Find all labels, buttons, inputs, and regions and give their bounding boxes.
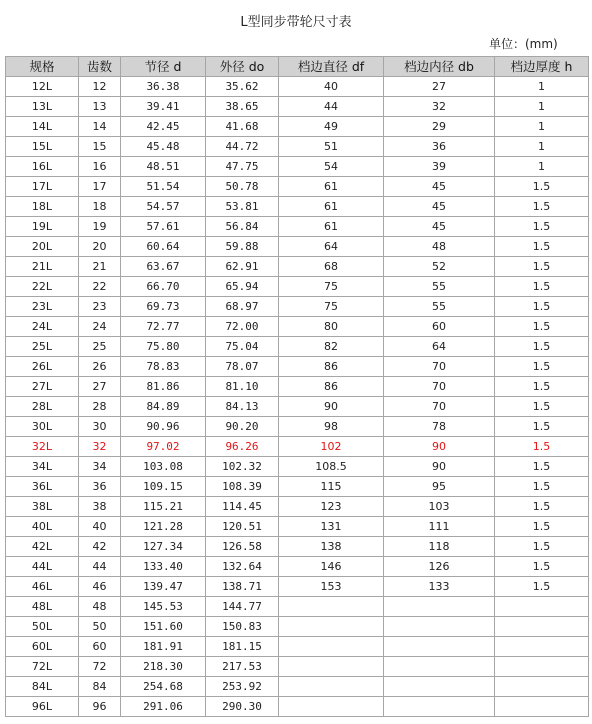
table-row [6, 697, 589, 717]
table-row [6, 557, 589, 577]
cell-flange-diameter: 115 [279, 477, 384, 497]
cell-spec: 22L [6, 277, 79, 297]
cell-flange-thickness: 1.5 [495, 237, 589, 257]
table-row [6, 657, 589, 677]
header-outer-diameter: 外径 do [206, 57, 279, 77]
cell-pitch-diameter: 66.70 [121, 277, 206, 297]
cell-flange-inner-diameter [384, 597, 495, 617]
cell-flange-thickness: 1.5 [495, 437, 589, 457]
cell-flange-diameter: 108.5 [279, 457, 384, 477]
cell-pitch-diameter: 60.64 [121, 237, 206, 257]
cell-pitch-diameter: 45.48 [121, 137, 206, 157]
cell-flange-thickness: 1 [495, 97, 589, 117]
cell-flange-diameter [279, 677, 384, 697]
cell-flange-inner-diameter [384, 617, 495, 637]
cell-pitch-diameter: 39.41 [121, 97, 206, 117]
cell-pitch-diameter: 97.02 [121, 437, 206, 457]
cell-spec: 30L [6, 417, 79, 437]
unit-label: 单位：(mm) [489, 37, 558, 51]
cell-flange-inner-diameter: 70 [384, 357, 495, 377]
cell-outer-diameter: 102.32 [206, 457, 279, 477]
cell-flange-diameter: 64 [279, 237, 384, 257]
cell-flange-inner-diameter: 55 [384, 297, 495, 317]
cell-flange-inner-diameter: 90 [384, 437, 495, 457]
table-row [6, 177, 589, 197]
table-row [6, 317, 589, 337]
cell-flange-thickness: 1.5 [495, 577, 589, 597]
cell-flange-thickness [495, 637, 589, 657]
cell-spec: 84L [6, 677, 79, 697]
cell-outer-diameter: 47.75 [206, 157, 279, 177]
cell-flange-inner-diameter [384, 697, 495, 717]
table-row [6, 617, 589, 637]
header-spec: 规格 [6, 57, 79, 77]
table-row [6, 477, 589, 497]
cell-teeth: 19 [79, 217, 121, 237]
cell-flange-inner-diameter: 45 [384, 197, 495, 217]
cell-flange-thickness [495, 697, 589, 717]
cell-outer-diameter: 50.78 [206, 177, 279, 197]
header-teeth: 齿数 [79, 57, 121, 77]
cell-teeth: 15 [79, 137, 121, 157]
cell-pitch-diameter: 57.61 [121, 217, 206, 237]
cell-teeth: 50 [79, 617, 121, 637]
cell-outer-diameter: 41.68 [206, 117, 279, 137]
cell-flange-thickness: 1.5 [495, 397, 589, 417]
cell-flange-inner-diameter: 60 [384, 317, 495, 337]
cell-outer-diameter: 132.64 [206, 557, 279, 577]
cell-flange-thickness: 1.5 [495, 197, 589, 217]
cell-flange-inner-diameter: 64 [384, 337, 495, 357]
cell-flange-diameter: 86 [279, 377, 384, 397]
table-row [6, 77, 589, 97]
cell-spec: 44L [6, 557, 79, 577]
cell-pitch-diameter: 78.83 [121, 357, 206, 377]
cell-spec: 20L [6, 237, 79, 257]
cell-spec: 50L [6, 617, 79, 637]
cell-teeth: 44 [79, 557, 121, 577]
table-row [6, 257, 589, 277]
cell-outer-diameter: 217.53 [206, 657, 279, 677]
table-header-row [6, 57, 589, 77]
table-row [6, 237, 589, 257]
cell-spec: 13L [6, 97, 79, 117]
cell-outer-diameter: 150.83 [206, 617, 279, 637]
cell-teeth: 25 [79, 337, 121, 357]
cell-flange-diameter: 54 [279, 157, 384, 177]
table-row [6, 157, 589, 177]
cell-outer-diameter: 253.92 [206, 677, 279, 697]
cell-spec: 17L [6, 177, 79, 197]
cell-teeth: 14 [79, 117, 121, 137]
cell-spec: 26L [6, 357, 79, 377]
cell-flange-thickness: 1.5 [495, 377, 589, 397]
cell-spec: 27L [6, 377, 79, 397]
cell-teeth: 17 [79, 177, 121, 197]
cell-teeth: 72 [79, 657, 121, 677]
cell-flange-thickness: 1.5 [495, 517, 589, 537]
cell-flange-inner-diameter: 118 [384, 537, 495, 557]
cell-flange-inner-diameter: 126 [384, 557, 495, 577]
cell-flange-thickness: 1.5 [495, 417, 589, 437]
cell-teeth: 38 [79, 497, 121, 517]
cell-flange-thickness: 1.5 [495, 177, 589, 197]
cell-flange-diameter: 61 [279, 177, 384, 197]
cell-teeth: 20 [79, 237, 121, 257]
cell-flange-thickness [495, 597, 589, 617]
cell-outer-diameter: 138.71 [206, 577, 279, 597]
cell-teeth: 28 [79, 397, 121, 417]
header-flange-inner-diameter: 档边内径 db [384, 57, 495, 77]
table-body [6, 77, 589, 717]
cell-flange-inner-diameter: 103 [384, 497, 495, 517]
cell-spec: 60L [6, 637, 79, 657]
cell-spec: 96L [6, 697, 79, 717]
cell-outer-diameter: 38.65 [206, 97, 279, 117]
table-row [6, 337, 589, 357]
cell-flange-diameter [279, 617, 384, 637]
cell-flange-thickness: 1.5 [495, 557, 589, 577]
table-row [6, 377, 589, 397]
cell-pitch-diameter: 133.40 [121, 557, 206, 577]
cell-flange-inner-diameter [384, 657, 495, 677]
cell-flange-diameter [279, 637, 384, 657]
cell-flange-thickness [495, 677, 589, 697]
cell-flange-inner-diameter: 29 [384, 117, 495, 137]
table-row [6, 637, 589, 657]
cell-flange-diameter: 102 [279, 437, 384, 457]
cell-outer-diameter: 72.00 [206, 317, 279, 337]
cell-pitch-diameter: 81.86 [121, 377, 206, 397]
cell-flange-thickness: 1 [495, 137, 589, 157]
cell-outer-diameter: 290.30 [206, 697, 279, 717]
cell-outer-diameter: 35.62 [206, 77, 279, 97]
cell-pitch-diameter: 36.38 [121, 77, 206, 97]
cell-pitch-diameter: 42.45 [121, 117, 206, 137]
cell-flange-inner-diameter: 95 [384, 477, 495, 497]
cell-outer-diameter: 53.81 [206, 197, 279, 217]
cell-flange-thickness: 1 [495, 117, 589, 137]
table-row [6, 577, 589, 597]
cell-flange-inner-diameter: 27 [384, 77, 495, 97]
cell-pitch-diameter: 69.73 [121, 297, 206, 317]
cell-teeth: 30 [79, 417, 121, 437]
cell-outer-diameter: 126.58 [206, 537, 279, 557]
cell-pitch-diameter: 151.60 [121, 617, 206, 637]
cell-outer-diameter: 65.94 [206, 277, 279, 297]
table-row [6, 117, 589, 137]
cell-flange-diameter: 80 [279, 317, 384, 337]
cell-teeth: 96 [79, 697, 121, 717]
cell-flange-inner-diameter: 32 [384, 97, 495, 117]
cell-flange-diameter: 61 [279, 197, 384, 217]
cell-flange-thickness: 1.5 [495, 497, 589, 517]
cell-flange-diameter: 153 [279, 577, 384, 597]
cell-pitch-diameter: 84.89 [121, 397, 206, 417]
cell-flange-thickness [495, 657, 589, 677]
table-row [6, 597, 589, 617]
cell-flange-inner-diameter: 45 [384, 177, 495, 197]
cell-flange-diameter: 75 [279, 297, 384, 317]
cell-pitch-diameter: 48.51 [121, 157, 206, 177]
cell-outer-diameter: 56.84 [206, 217, 279, 237]
cell-outer-diameter: 144.77 [206, 597, 279, 617]
cell-flange-diameter: 123 [279, 497, 384, 517]
cell-flange-diameter: 146 [279, 557, 384, 577]
cell-pitch-diameter: 181.91 [121, 637, 206, 657]
table-row [6, 357, 589, 377]
cell-outer-diameter: 181.15 [206, 637, 279, 657]
cell-pitch-diameter: 218.30 [121, 657, 206, 677]
cell-teeth: 46 [79, 577, 121, 597]
cell-teeth: 32 [79, 437, 121, 457]
cell-teeth: 12 [79, 77, 121, 97]
cell-spec: 15L [6, 137, 79, 157]
cell-spec: 72L [6, 657, 79, 677]
cell-spec: 21L [6, 257, 79, 277]
cell-pitch-diameter: 109.15 [121, 477, 206, 497]
cell-pitch-diameter: 90.96 [121, 417, 206, 437]
table-row [6, 137, 589, 157]
cell-teeth: 24 [79, 317, 121, 337]
cell-pitch-diameter: 115.21 [121, 497, 206, 517]
cell-flange-diameter: 44 [279, 97, 384, 117]
cell-flange-diameter [279, 597, 384, 617]
cell-flange-diameter: 49 [279, 117, 384, 137]
cell-flange-inner-diameter: 36 [384, 137, 495, 157]
cell-teeth: 60 [79, 637, 121, 657]
cell-outer-diameter: 114.45 [206, 497, 279, 517]
cell-outer-diameter: 68.97 [206, 297, 279, 317]
cell-flange-diameter: 61 [279, 217, 384, 237]
cell-flange-inner-diameter: 48 [384, 237, 495, 257]
cell-pitch-diameter: 54.57 [121, 197, 206, 217]
cell-teeth: 26 [79, 357, 121, 377]
cell-flange-inner-diameter: 78 [384, 417, 495, 437]
cell-pitch-diameter: 127.34 [121, 537, 206, 557]
cell-flange-thickness: 1.5 [495, 357, 589, 377]
cell-flange-diameter: 40 [279, 77, 384, 97]
cell-spec: 46L [6, 577, 79, 597]
table-row [6, 517, 589, 537]
table-row [6, 437, 589, 457]
cell-pitch-diameter: 63.67 [121, 257, 206, 277]
cell-spec: 40L [6, 517, 79, 537]
table-row [6, 197, 589, 217]
cell-flange-inner-diameter: 52 [384, 257, 495, 277]
cell-flange-diameter: 90 [279, 397, 384, 417]
table-row [6, 497, 589, 517]
cell-outer-diameter: 96.26 [206, 437, 279, 457]
cell-flange-thickness: 1.5 [495, 257, 589, 277]
cell-outer-diameter: 44.72 [206, 137, 279, 157]
cell-spec: 19L [6, 217, 79, 237]
table-row [6, 397, 589, 417]
cell-spec: 12L [6, 77, 79, 97]
cell-flange-thickness: 1.5 [495, 457, 589, 477]
cell-flange-thickness: 1.5 [495, 277, 589, 297]
cell-flange-inner-diameter: 70 [384, 377, 495, 397]
cell-flange-inner-diameter [384, 677, 495, 697]
cell-pitch-diameter: 254.68 [121, 677, 206, 697]
cell-spec: 42L [6, 537, 79, 557]
cell-spec: 23L [6, 297, 79, 317]
cell-flange-diameter: 131 [279, 517, 384, 537]
cell-outer-diameter: 120.51 [206, 517, 279, 537]
cell-teeth: 23 [79, 297, 121, 317]
cell-outer-diameter: 75.04 [206, 337, 279, 357]
cell-flange-inner-diameter: 133 [384, 577, 495, 597]
cell-flange-diameter: 138 [279, 537, 384, 557]
cell-flange-inner-diameter: 70 [384, 397, 495, 417]
cell-spec: 18L [6, 197, 79, 217]
cell-teeth: 34 [79, 457, 121, 477]
cell-pitch-diameter: 51.54 [121, 177, 206, 197]
cell-teeth: 27 [79, 377, 121, 397]
cell-flange-thickness: 1 [495, 157, 589, 177]
cell-outer-diameter: 78.07 [206, 357, 279, 377]
cell-spec: 16L [6, 157, 79, 177]
cell-pitch-diameter: 75.80 [121, 337, 206, 357]
cell-flange-thickness: 1.5 [495, 297, 589, 317]
cell-flange-inner-diameter [384, 637, 495, 657]
table-row [6, 677, 589, 697]
cell-flange-thickness [495, 617, 589, 637]
cell-flange-inner-diameter: 55 [384, 277, 495, 297]
cell-flange-thickness: 1.5 [495, 217, 589, 237]
cell-flange-diameter: 75 [279, 277, 384, 297]
cell-spec: 34L [6, 457, 79, 477]
cell-spec: 24L [6, 317, 79, 337]
table-row [6, 297, 589, 317]
cell-teeth: 48 [79, 597, 121, 617]
cell-spec: 25L [6, 337, 79, 357]
cell-flange-inner-diameter: 39 [384, 157, 495, 177]
table-row [6, 217, 589, 237]
cell-outer-diameter: 84.13 [206, 397, 279, 417]
cell-flange-thickness: 1.5 [495, 537, 589, 557]
cell-outer-diameter: 81.10 [206, 377, 279, 397]
cell-flange-diameter [279, 657, 384, 677]
cell-spec: 28L [6, 397, 79, 417]
cell-spec: 36L [6, 477, 79, 497]
header-flange-thickness: 档边厚度 h [495, 57, 589, 77]
cell-flange-thickness: 1.5 [495, 337, 589, 357]
cell-teeth: 22 [79, 277, 121, 297]
cell-flange-inner-diameter: 90 [384, 457, 495, 477]
header-pitch-diameter: 节径 d [121, 57, 206, 77]
cell-teeth: 13 [79, 97, 121, 117]
cell-teeth: 42 [79, 537, 121, 557]
cell-outer-diameter: 59.88 [206, 237, 279, 257]
cell-pitch-diameter: 121.28 [121, 517, 206, 537]
table-row [6, 457, 589, 477]
table-row [6, 417, 589, 437]
cell-flange-thickness: 1 [495, 77, 589, 97]
cell-teeth: 16 [79, 157, 121, 177]
cell-pitch-diameter: 145.53 [121, 597, 206, 617]
cell-spec: 48L [6, 597, 79, 617]
header-flange-diameter: 档边直径 df [279, 57, 384, 77]
cell-pitch-diameter: 72.77 [121, 317, 206, 337]
cell-teeth: 21 [79, 257, 121, 277]
cell-flange-diameter: 82 [279, 337, 384, 357]
table-row [6, 537, 589, 557]
cell-teeth: 84 [79, 677, 121, 697]
cell-outer-diameter: 62.91 [206, 257, 279, 277]
cell-flange-diameter: 51 [279, 137, 384, 157]
cell-spec: 38L [6, 497, 79, 517]
cell-teeth: 18 [79, 197, 121, 217]
cell-outer-diameter: 108.39 [206, 477, 279, 497]
cell-flange-inner-diameter: 111 [384, 517, 495, 537]
cell-pitch-diameter: 103.08 [121, 457, 206, 477]
cell-flange-thickness: 1.5 [495, 477, 589, 497]
cell-teeth: 40 [79, 517, 121, 537]
cell-spec: 32L [6, 437, 79, 457]
cell-flange-thickness: 1.5 [495, 317, 589, 337]
pulley-dimension-table [5, 56, 589, 717]
cell-outer-diameter: 90.20 [206, 417, 279, 437]
cell-flange-inner-diameter: 45 [384, 217, 495, 237]
table-row [6, 277, 589, 297]
cell-spec: 14L [6, 117, 79, 137]
cell-pitch-diameter: 291.06 [121, 697, 206, 717]
cell-flange-diameter: 68 [279, 257, 384, 277]
cell-flange-diameter: 86 [279, 357, 384, 377]
table-row [6, 97, 589, 117]
cell-teeth: 36 [79, 477, 121, 497]
cell-pitch-diameter: 139.47 [121, 577, 206, 597]
page-title: L型同步带轮尺寸表 [240, 15, 352, 30]
cell-flange-diameter: 98 [279, 417, 384, 437]
cell-flange-diameter [279, 697, 384, 717]
